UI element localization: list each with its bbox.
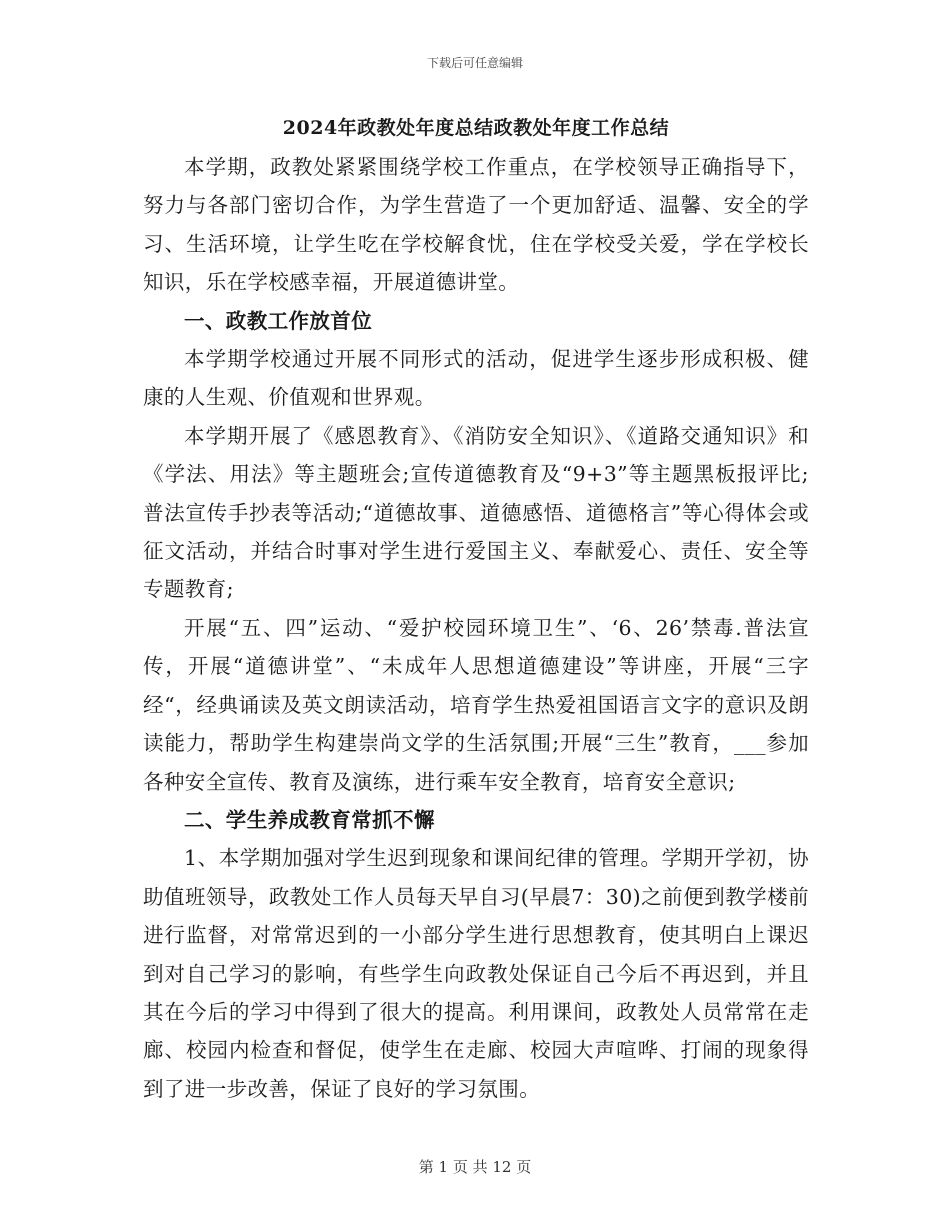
section1-paragraph-1: 本学期学校通过开展不同形式的活动，促进学生逐步形成积极、健康的人生观、价值观和世界观。 <box>143 347 809 410</box>
section1-paragraph-3: 开展“五、四”运动、“爱护校园环境卫生”、‘6、26’禁毒.普法宣传，开展“道德讲堂”、“未成年人思想道德建设”等讲座，开展“三字经“，经典诵读及英文朗读活动，培育学生热爱祖国语言文字的意识及朗读能力，帮助学生构建崇尚文学的生活氛围;开展“三生”教育，___参加各种安全宣传、教育及演练，进行乘车安全教育，培育安全意识; <box>143 615 809 794</box>
section1-paragraph-2: 本学期开展了《感恩教育》、《消防安全知识》、《道路交通知识》和《学法、用法》等主题班会;宣传道德教育及“9+3”等主题黑板报评比;普法宣传手抄表等活动;“道德故事、道德感悟、道德格言”等心得体会或征文活动，并结合时事对学生进行爱国主义、奉献爱心、责任、安全等专题教育; <box>143 423 809 602</box>
section2-paragraph-1: 1、本学期加强对学生迟到现象和课间纪律的管理。学期开学初，协助值班领导，政教处工作人员每天早自习(早晨7：30)之前便到教学楼前进行监督，对常常迟到的一小部分学生进行思想教育，使其明白上课迟到对自己学习的影响，有些学生向政教处保证自己今后不再迟到，并且其在今后的学习中得到了很大的提高。利用课间，政教处人员常常在走廊、校园内检查和督促，使学生在走廊、校园大声喧哗、打闹的现象得到了进一步改善，保证了良好的学习氛围。 <box>143 846 809 1101</box>
document-body <box>143 112 809 1108</box>
document-title: 2024年政教处年度总结政教处年度工作总结 <box>282 117 670 139</box>
header-note: 下载后可任意编辑 <box>426 56 523 70</box>
section-heading-1: 一、政教工作放首位 <box>184 308 373 333</box>
intro-paragraph: 本学期，政教处紧紧围绕学校工作重点，在学校领导正确指导下，努力与各部门密切合作，为学生营造了一个更加舒适、温馨、安全的学习、生活环境，让学生吃在学校解食忧，住在学校受关爱，学在学校长知识，乐在学校感幸福，开展道德讲堂。 <box>143 155 809 295</box>
section-heading-2: 二、学生养成教育常抓不懈 <box>184 807 435 832</box>
page-number: 第 1 页 共 12 页 <box>418 1158 532 1176</box>
